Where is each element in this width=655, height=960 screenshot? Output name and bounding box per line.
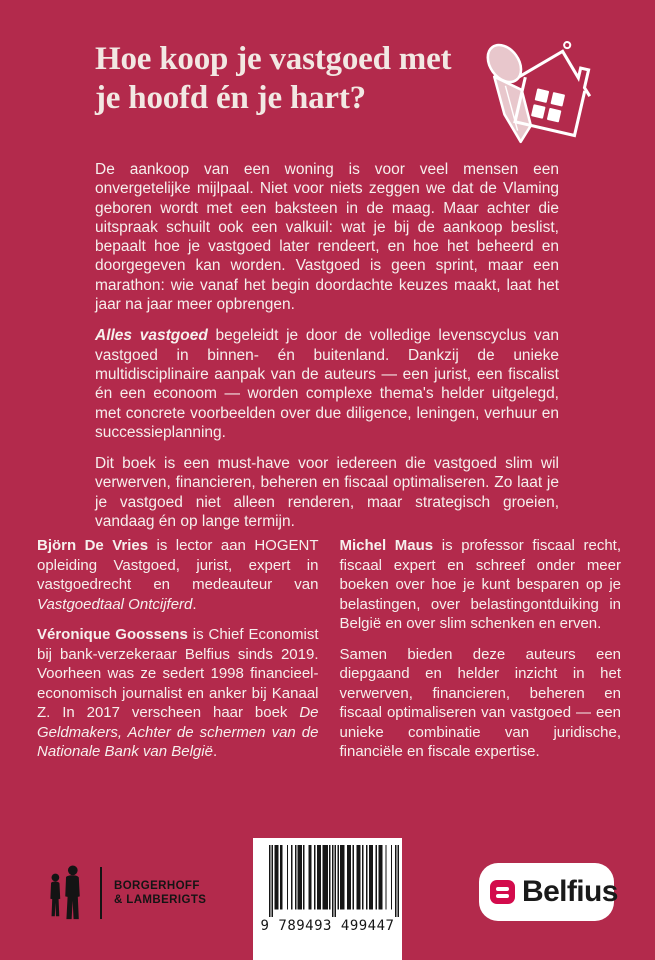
house-key-icon bbox=[480, 36, 600, 152]
intro-section bbox=[95, 160, 559, 531]
belfius-logo bbox=[479, 863, 618, 921]
bio-michel-maus: Michel Maus is professor fiscaal recht, fiscaal expert en schreef onder meer boeken over hoe je kunt besparen op je belastingen, over belastingontduiking in België en over slim schenken en erven. bbox=[339, 537, 622, 632]
author-bios bbox=[37, 536, 621, 762]
intro-paragraph-2: Alles vastgoed begeleidt je door de volledige levenscyclus van vastgoed in binnen- én buitenland. Dankzij de unieke multidisciplinaire aanpak van de auteurs — een jurist, een fiscalist én een econoom — worden complexe thema's helder uitgelegd, met concrete voorbeelden over due diligence, leningen, verhuur en successieplanning. bbox=[95, 327, 559, 441]
publisher-name-line1: BORGERHOFF bbox=[114, 880, 200, 892]
publisher-logo bbox=[44, 864, 206, 922]
headline-line2: je hoofd én je hart? bbox=[95, 80, 366, 116]
isbn-number: 9 789493 499447 bbox=[260, 918, 395, 934]
bio-bjorn-de-vries: Björn De Vries is lector aan HOGENT opleiding Vastgoed, jurist, expert in vastgoedrecht en medeauteur van Vastgoedtaal Ontcijferd. bbox=[37, 537, 319, 613]
belfius-wordmark: Belfius bbox=[522, 875, 618, 908]
publisher-logo-divider bbox=[100, 867, 102, 919]
walking-figures-icon bbox=[44, 864, 90, 922]
intro-paragraph-1: De aankoop van een woning is voor veel mensen een onvergetelijke mijlpaal. Niet voor niets zeggen we dat de Vlaming geboren wordt met een baksteen in de maag. Maar achter die uitspraak schuilt ook een valkuil: wat je bij de aankoop beslist, bepaalt hoe je vastgoed later rendeert, en hoe het beheerd en doorgegeven kan worden. Vastgoed is geen sprint, maar een marathon: wie vanaf het begin doordachte keuzes maakt, laat het jaar na jaar meer opbrengen. bbox=[95, 161, 559, 314]
bio-veronique-goossens: Véronique Goossens is Chief Economist bij bank-verzekeraar Belfius sinds 2019. Voorheen was ze sedert 1998 financieel-economisch journalist en anker bij Kanaal Z. In 2017 verscheen haar boek De Geldmakers, Achter de schermen van de Nationale Bank van België. bbox=[37, 626, 319, 760]
equals-square-icon bbox=[490, 880, 515, 904]
headline bbox=[95, 40, 451, 118]
publisher-name-line2: & LAMBERIGTS bbox=[114, 894, 207, 906]
bios-left-column bbox=[37, 536, 319, 762]
bios-right-column bbox=[340, 536, 622, 762]
headline-line1: Hoe koop je vastgoed met bbox=[95, 41, 452, 77]
bio-closing-paragraph: Samen bieden deze auteurs een diepgaand en helder inzicht in het verwerven, financieren, beheren en fiscaal optimaliseren van vastgoed — een unieke combinatie van juridische, financiële en fiscale expertise. bbox=[339, 645, 621, 760]
intro-paragraph-3: Dit boek is een must-have voor iedereen die vastgoed slim wil verwerven, financieren, beheren en fiscaal optimaliseren. Zo laat je je vastgoed niet alleen renderen, maar strategisch groeien, vandaag én op lange termijn. bbox=[95, 455, 559, 531]
isbn-barcode bbox=[253, 838, 402, 960]
barcode-bars-icon bbox=[269, 845, 399, 917]
publisher-name bbox=[114, 879, 206, 907]
